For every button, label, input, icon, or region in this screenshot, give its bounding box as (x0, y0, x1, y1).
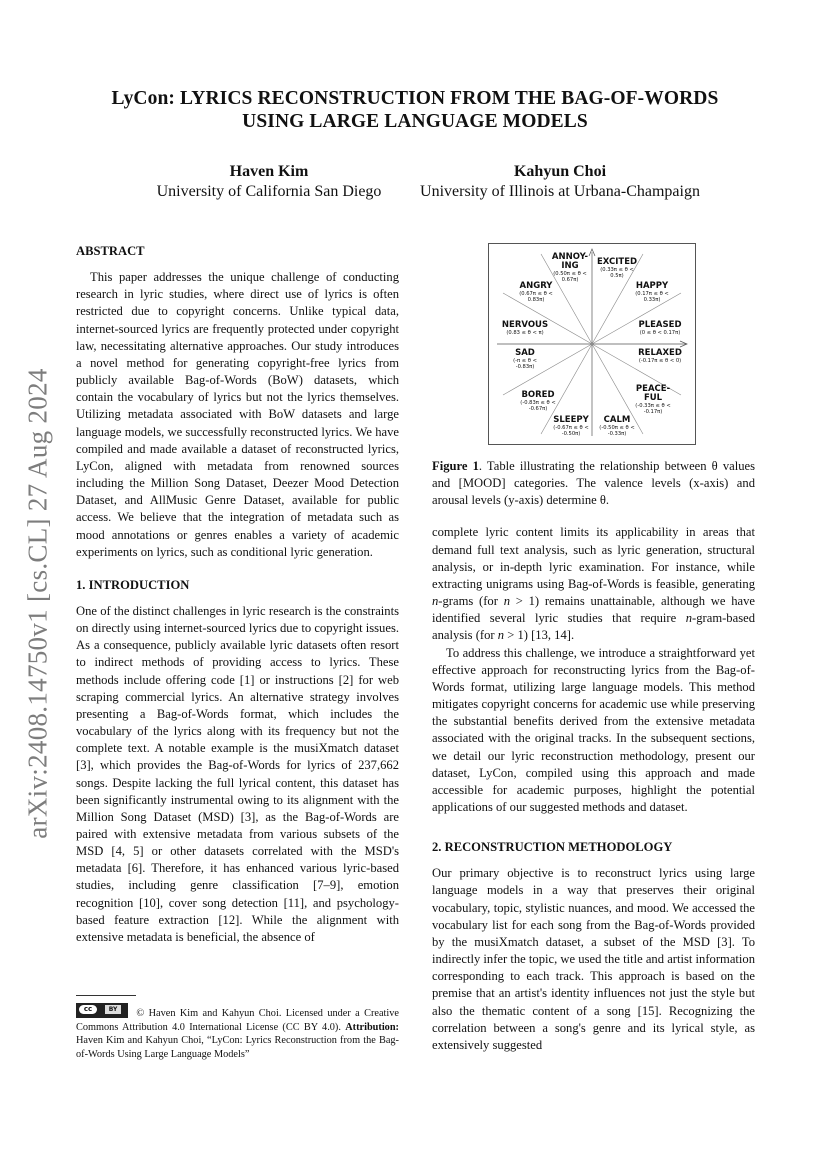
mood-label-relaxed: RELAXED (-0.17π ≤ θ < 0) (638, 348, 682, 364)
author-affiliation: University of California San Diego (156, 183, 382, 200)
mood-label-annoying: ANNOY- ING (0.50π ≤ θ < 0.67π) (551, 252, 589, 283)
right-paragraph-2: To address this challenge, we introduce a straightforward yet effective approach for reconstructing lyrics from the Bag-of-Words format, utilizing large language models. This method mitigates copyright concerns for academic use while preserving the substantial benefits derived from the extensive metadata associated with the original tracks. In the subsequent sections, we detail our lyric reconstruction methodology, present our dataset, LyCon, compiled using this approach and made accessible for academic purposes, highlight the potential applications of our suggested methods and dataset. (432, 645, 755, 814)
attribution-text: Haven Kim and Kahyun Choi, “LyCon: Lyrics Reconstruction from the Bag-of-Words Using Large Language Models” (76, 1035, 399, 1060)
right-paragraph-1: complete lyric content limits its applicability in areas that demand full text analysis, such as lyric generation, structural analysis, or in-depth lyric examination. For instance, while extracting unigrams using Bag-of-Words is feasible, generating n-grams (for n > 1) remains unattainable, although we have identified several lyric studies that require n-gram-based analysis (for n > 1) [13, 14]. (432, 525, 756, 643)
method-paragraph: Our primary objective is to reconstruct lyrics using large language models in a way that preserves their original vocabulary, topic, stylistic nuances, and mood. We accessed the vocabulary list for each song from the Bag-of-Words provided by the musiXmatch dataset, a subset of the MSD [3]. To indirectly infer the topic, we used the title and artist information corresponding to each track. This approach is based on the premise that an artist's identity influences not just the style but also the thematic content of a song [15]. Recognizing the correlation between a song's genre and its lyrical style, as extensively suggested (432, 866, 755, 1052)
attribution-label: Attribution: (345, 1021, 399, 1033)
mood-label-happy: HAPPY (0.17π ≤ θ < 0.33π) (635, 281, 669, 303)
mood-label-peaceful: PEACE- FUL (-0.33π ≤ θ < -0.17π) (635, 384, 671, 415)
mood-wheel-figure (488, 243, 696, 445)
footnote-rule (76, 995, 136, 996)
author-name: Haven Kim (229, 163, 309, 180)
mood-label-angry: ANGRY (0.67π ≤ θ < 0.83π) (519, 281, 553, 303)
mood-label-sad: SAD (-π ≤ θ < -0.83π) (513, 348, 537, 370)
title-line-1: LyCon: LYRICS RECONSTRUCTION FROM THE BAG-OF-WORDS (111, 88, 719, 109)
mood-label-excited: EXCITED (0.33π ≤ θ < 0.5π) (596, 257, 638, 279)
left-column (76, 243, 399, 946)
mood-label-pleased: PLEASED (0 ≤ θ < 0.17π) (638, 320, 682, 336)
cc-by-icon: cc BY (76, 1003, 128, 1018)
right-column (432, 458, 755, 1054)
author-name: Kahyun Choi (513, 163, 607, 180)
arxiv-stamp: arXiv:2408.14750v1 [cs.CL] 27 Aug 2024 (22, 367, 53, 839)
intro-paragraph: One of the distinct challenges in lyric research is the constraints on directly using internet-sourced lyrics due to copyright issues. As a consequence, publicly available lyric datasets often resort to indirect methods of providing access to lyrics. These methods include offering code [1] or instructions [2] for web scraping commercial lyrics. An alternative strategy involves presenting a Bag-of-Words format, which includes the vocabulary of the lyrics along with its frequency but not the complete text. A notable example is the musiXmatch dataset [3], which provides the Bag-of-Words for lyrics of 237,662 songs. Despite lacking the full lyrical content, this dataset has been significantly instrumental owing to its alignment with the Million Song Dataset (MSD) [3], as the Bag-of-Words are paired with extensive metadata from various subsets of the MSD [4, 5] or other datasets correlated with the MSD's metadata [6]. Therefore, it has enhanced various lyric-based studies, including genre classification [7–9], emotion recognition [10], cover song detection [11], and psychology-based feature extraction [12]. While the alignment with extensive metadata is beneficial, the absence of (76, 603, 399, 944)
author-affiliation: University of Illinois at Urbana-Champaign (420, 183, 700, 200)
author-2 (395, 162, 725, 202)
intro-heading: 1. INTRODUCTION (76, 577, 190, 592)
mood-label-bored: BORED (-0.83π ≤ θ < -0.67π) (520, 390, 556, 412)
license-footnote (76, 1003, 399, 1061)
method-heading: 2. RECONSTRUCTION METHODOLOGY (432, 840, 673, 855)
license-text: © Haven Kim and Kahyun Choi. Licensed under a Creative Commons Attribution 4.0 International License (CC BY 4.0). (76, 1008, 399, 1033)
mood-label-calm: CALM (-0.50π ≤ θ < -0.33π) (599, 415, 635, 437)
author-1 (104, 162, 434, 202)
mood-label-nervous: NERVOUS (0.83 ≤ θ < π) (501, 320, 549, 336)
abstract-heading: ABSTRACT (76, 244, 145, 258)
title-line-2: USING LARGE LANGUAGE MODELS (242, 111, 588, 132)
abstract-text: This paper addresses the unique challenge of conducting research in lyric studies, where direct use of lyrics is often restricted due to copyright concerns. Unlike typical data, internet-sourced lyrics are frequently protected under copyright law, necessitating alternative approaches. Our study introduces a novel method for generating copyright-free lyrics from publicly available Bag-of-Words (BoW) datasets, which contain the vocabulary of lyrics but not the lyrics themselves. Utilizing metadata associated with BoW datasets and large language models, we successfully reconstructed lyrics. We have compiled and made available a dataset of reconstructed lyrics, LyCon, aligned with metadata from renowned sources including the Million Song Dataset, Deezer Mood Detection Dataset, and AllMusic Genre Dataset, available for public access. We believe that the integration of metadata such as mood annotations or genres enables a variety of academic experiments on lyrics, such as conditional lyric generation. (76, 270, 399, 559)
mood-label-sleepy: SLEEPY (-0.67π ≤ θ < -0.50π) (553, 415, 589, 437)
figure-caption: Figure 1. Table illustrating the relationship between θ values and [MOOD] categories. The valence levels (x-axis) and arousal levels (y-axis) determine θ. (432, 459, 756, 508)
paper-title (80, 87, 750, 133)
